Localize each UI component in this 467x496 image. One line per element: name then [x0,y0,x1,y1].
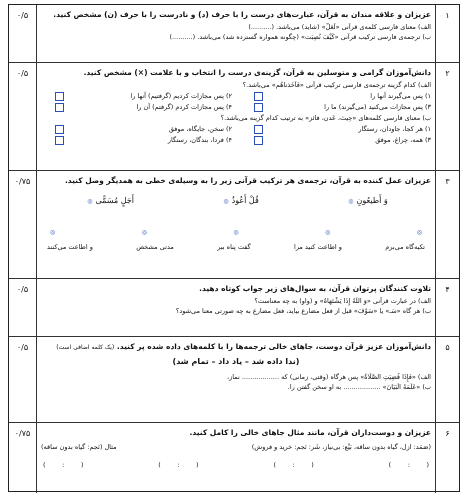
example-row [41,442,431,453]
question-score: ۰/۵ [9,337,37,422]
example: مثال (نَجم: گیاه بدون ساقه) [41,443,117,452]
dot-icon[interactable]: ◎ [141,228,147,236]
checkbox[interactable] [55,136,64,145]
question-title: دانش‌آموزان گرامی و متوسلین به قرآن، گزینه‌ی درست را انتخاب و با علامت (×) مشخص کنید. [83,68,431,77]
checkbox[interactable] [254,92,263,101]
question-number: ۳ [435,171,459,278]
phrase[interactable]: أَجَلٍ مُسَمًّى◎ [87,196,134,206]
dot-icon[interactable]: ◎ [50,228,56,236]
word-bank: (ندا داده شد – یاد داد – تمام شد) [172,357,300,367]
question-score: ۰/۵ [9,279,37,336]
checkbox[interactable] [55,92,64,101]
phrase-row [41,196,431,207]
question-number: ۶ [435,423,459,493]
phrase[interactable]: وَ أَطیعُونِ◎ [348,196,388,206]
dot-row [41,229,431,237]
translation[interactable]: گفت پناه ببر [217,243,251,252]
translation[interactable]: و اطاعت کنید مرا [294,243,342,252]
answer-slot[interactable]: ( : ) [158,460,199,469]
question-score: ۰/۷۵ [9,423,37,493]
option[interactable]: ۳) همه، چراغ، موفق [240,136,431,145]
question-score: ۰/۵ [9,63,37,170]
dot-icon: ◎ [223,198,229,206]
question-2 [9,63,459,171]
question-b-label: ب) معنای فارسی کلمه‌های «حِیث، عَدن، فائز» به ترتیب کدام گزینه می‌باشد.؟ [220,113,431,122]
checkbox[interactable] [254,136,263,145]
question-score: ۰/۵ [9,5,37,62]
translation[interactable]: تکیه‌گاه می‌برم [385,243,425,252]
question-content [41,171,431,278]
question-content [41,63,431,170]
question-content [41,337,431,422]
option[interactable]: ۱) هر کجا، جاودان، رستگار [240,125,431,134]
translation[interactable]: مدتی مشخص [136,243,174,252]
checkbox[interactable] [55,103,64,112]
option[interactable]: ۲) پس مجازات کردیم (گرفتیم) آنها را [41,92,232,101]
option[interactable]: ۲) سخن، جایگاه، موفق [41,125,232,134]
checkbox[interactable] [55,125,64,134]
option[interactable]: ۴) فردا، بندگان، رستگار [41,136,232,145]
question-content [41,279,431,336]
dot-icon[interactable]: ◎ [233,228,239,236]
option[interactable]: ۳) پس مجازات می‌کنید (می‌گیرند) ما را [240,103,431,112]
question-4 [9,279,459,337]
answer-slot[interactable]: ( : ) [388,460,429,469]
option[interactable]: ۴) پس مجازات کردم (گرفتم) آن را [41,103,232,112]
statement-a: الف) معنای فارسی کلمه‌ی قرآنی «لَعَلَّ» (شاید) می‌باشد. (..........) [248,23,431,32]
translation[interactable]: و اطاعت می‌کنند [47,243,93,252]
question-score: ۰/۷۵ [9,171,37,278]
option[interactable]: ۱) پس می‌گیرند آنها را [240,92,431,101]
question-number: ۲ [435,63,459,170]
dot-icon[interactable]: ◎ [325,228,331,236]
question-title: عزیزان و دوست‌داران قرآن، مانند مثال جاهای خالی را کامل کنید. [189,428,431,437]
question-title: عزیزان عمل کننده به قرآن، ترجمه‌ی هر ترکیب قرآنی زیر را به وسیله‌ی خطی به همدیگر وصل کنید. [64,176,431,185]
fill-b: ب) «عَلَّمَهُ الْبَيَانَ» .................. به او سخن گفتن را. [287,382,431,391]
checkbox[interactable] [254,103,263,112]
question-5 [9,337,459,423]
options-a [41,92,431,112]
question-1 [9,5,459,63]
question-content [41,423,431,493]
question-number: ۵ [435,337,459,422]
question-number: ۱ [435,5,459,62]
question-6 [9,423,459,493]
question-title: دانش‌آموزان عزیز قرآن دوست، جاهای خالی ترجمه‌ها را با کلمه‌های داده شده پر کنید. (یک کلمه اضافی است) [56,342,431,351]
answer-slot[interactable]: ( : ) [273,460,314,469]
question-a-label: الف) کدام گزینه ترجمه‌ی فارسی ترکیب قرآنی «فَاَخَذناهُم» می‌باشد.؟ [242,81,431,90]
options-b [41,125,431,145]
checkbox[interactable] [254,125,263,134]
question-number: ۴ [435,279,459,336]
question-title: عزیزان و علاقه مندان به قرآن، عبارت‌های درست را با حرف (د) و نادرست را با حرف (ن) مشخص کنید. [53,10,431,19]
answer-slots [41,461,431,470]
question-title: تلاوت کنندگان پرتوان قرآن، به سوال‌های زیر جواب کوتاه دهید. [199,284,431,293]
word-list: (صَمَد: ازل، گیاه بدون ساقه، بَیْع: بی‌نیاز، شَر: نَجم: خرید و فروش) [251,443,431,452]
question-content [41,5,431,62]
dot-icon: ◎ [87,198,93,206]
exam-sheet [8,4,460,492]
phrase[interactable]: قُلْ أَعُوذُ◎ [223,196,259,206]
question-3 [9,171,459,279]
question-b: ب) هر گاه «سَـ» یا «سَوْفَ» قبل از فعل مضارع بیاید، فعل مضارع به چه صورتی معنا می‌شود؟ [175,306,431,315]
answer-slot[interactable]: ( : ) [43,460,84,469]
translation-row [41,243,431,252]
note: (یک کلمه اضافی است) [56,344,115,351]
fill-a: الف) «فَإِذَا قُضِيَتِ الصَّلَاةُ» پس هرگاه (وقتی، زمانی) که .................. نماز، [226,372,431,381]
statement-b: ب) ترجمه‌ی فارسی ترکیب قرآنی «کَیْفَ نُصِبَت» (چگونه همواره گسترده شد) می‌باشد. (..........) [169,32,431,41]
dot-icon: ◎ [348,198,354,206]
dot-icon[interactable]: ◎ [416,228,422,236]
question-a: الف) در عبارت قرآنی «وَ اللَّهُ إِذَا يَشْتَهَاهُ» و (واو) به چه معناست؟ [254,297,431,306]
